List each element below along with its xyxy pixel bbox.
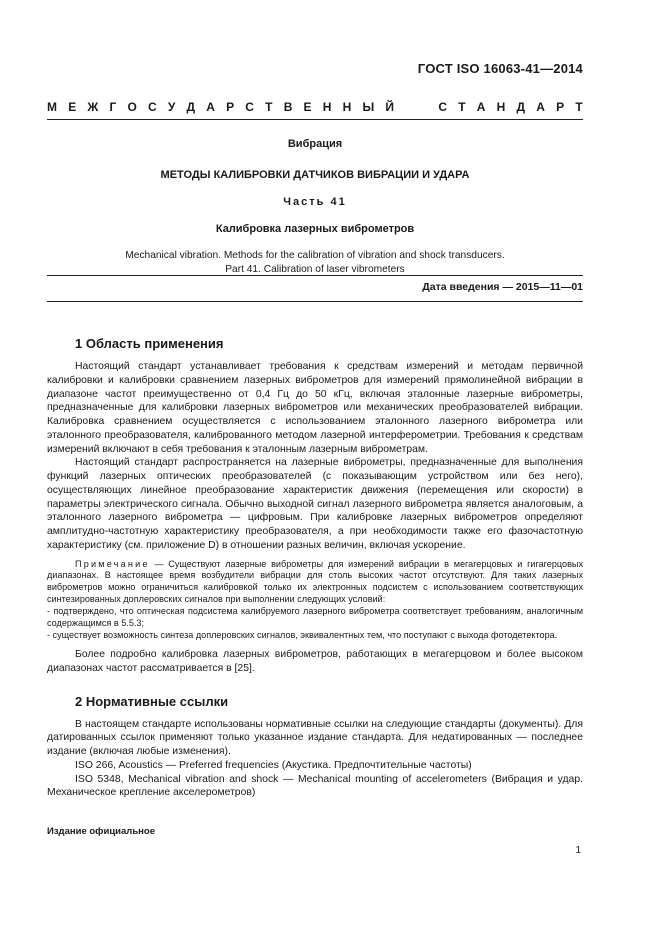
- subtitle: Калибровка лазерных виброметров: [215, 223, 415, 235]
- note-list-item: - подтверждено, что оптическая подсистема калибруемого лазерного виброметра соответствует требованиям, аналогичным содержащимся в 5.5.3;: [47, 606, 583, 629]
- normative-reference: ISO 5348, Mechanical vibration and shock — Mechanical mounting of accelerometers (Вибрация и удар. Механическое крепление акселерометров): [47, 773, 583, 799]
- interstate-standard-banner: [47, 100, 583, 114]
- banner-letter: О: [127, 100, 137, 114]
- banner-letter: В: [283, 100, 293, 114]
- introduction-date: Дата введения — 2015—11—01: [422, 281, 583, 293]
- banner-letter: Р: [226, 100, 235, 114]
- banner-divider: [47, 119, 583, 120]
- note-text: — Существуют лазерные виброметры для измерений вибрации в мегагерцовых и гигагерцовых диапазонах. В настоящее время возбудители вибрации для столь высоких частот отсутствуют. Для таких лазерных виброметров можно ограничиться калибровкой только их электронных подсистем с использованием соответствующих синтезированных доплеровских сигналов при выполнении следующих условий:: [47, 558, 583, 605]
- banner-letter: Д: [516, 100, 526, 114]
- banner-letter: Н: [496, 100, 506, 114]
- page-number: 1: [575, 845, 581, 856]
- note-list-item: - существует возможность синтеза доплеровских сигналов, эквивалентных тем, что поступают с выхода фотодетектора.: [47, 630, 558, 641]
- section-1-paragraph: Более подробно калибровка лазерных виброметров, работающих в мегагерцовом и более высоком диапазонах частот рассматривается в [25].: [47, 649, 583, 674]
- banner-letter: А: [476, 100, 486, 114]
- banner-letter: Д: [186, 100, 196, 114]
- banner-letter: Т: [575, 100, 583, 114]
- section-2-title: 2 Нормативные ссылки: [75, 693, 229, 709]
- document-body: [47, 336, 583, 800]
- english-title: [47, 249, 583, 277]
- section-2: [47, 694, 583, 801]
- banner-letter: Т: [265, 100, 273, 114]
- standard-number: ГОСТ ISO 16063-41—2014: [417, 61, 583, 76]
- banner-letter: Е: [68, 100, 77, 114]
- banner-letter: Т: [458, 100, 466, 114]
- subject-title: Вибрация: [287, 138, 343, 150]
- banner-letter: Е: [303, 100, 312, 114]
- title-block: [47, 138, 583, 277]
- english-title-line2: Part 41. Calibration of laser vibrometers: [225, 264, 405, 275]
- banner-letter: Ж: [87, 100, 99, 114]
- section-1-paragraph: Настоящий стандарт распространяется на лазерные виброметры, предназначенные для выполнения функций лазерных оптических преобразователей (с показывающим устройством или без него), осуществляющих линейное преобразование характеристик движения (перемещения или скорости) в параметры электрического сигнала. Обычно выходной сигнал лазерного виброметра является аналоговым, а эталонного лазерного виброметра — цифровым. При калибровке лазерных виброметров определяют амплитудно-частотную характеристику преобразователя, а при необходимости также его фазочастотную характеристику (см. приложение D) в отношении разных величин, включая ускорение.: [47, 457, 583, 551]
- banner-letter: Р: [556, 100, 565, 114]
- note-paragraph: [47, 559, 583, 607]
- banner-letter: Й: [385, 100, 395, 114]
- banner-letter: С: [245, 100, 254, 114]
- banner-letter: М: [47, 100, 57, 114]
- banner-letter: С: [438, 100, 448, 114]
- banner-letter: Г: [109, 100, 117, 114]
- banner-letter: Н: [342, 100, 352, 114]
- section-1-paragraph: Настоящий стандарт устанавливает требования к средствам измерений и методам первичной калибровки и калибровки сравнением лазерных виброметров для измерений прямолинейной вибрации в диапазоне частот преимущественно от 0,4 Гц до 50 кГц, включая эталонные лазерные виброметры, предназначенные для калибровки лазерных виброметров или механических преобразователей вибрации. Калибровка сравнением осуществляется с использованием эталонного лазерного виброметра или эталонного преобразователя, калиброванного методом лазерной интерферометрии. Требования к средствам измерений включают в себя требования к эталонным лазерным виброметрам.: [47, 361, 583, 455]
- section-1-title: 1 Область применения: [75, 336, 224, 351]
- note-label: Примечание: [75, 558, 150, 569]
- main-title: МЕТОДЫ КАЛИБРОВКИ ДАТЧИКОВ ВИБРАЦИИ И УДАРА: [160, 169, 470, 181]
- english-title-line1: Mechanical vibration. Methods for the calibration of vibration and shock transducers.: [125, 250, 505, 261]
- banner-letter: А: [206, 100, 215, 114]
- normative-reference: ISO 266, Acoustics — Preferred frequencies (Акустика. Предпочтительные частоты): [75, 759, 472, 771]
- note-block: [47, 559, 583, 643]
- banner-letter: У: [167, 100, 176, 114]
- banner-letter: С: [147, 100, 157, 114]
- section-2-paragraph: В настоящем стандарте использованы нормативные ссылки на следующие стандарты (документы). Для датированных ссылок применяют только указанное издание стандарта. Для недатированных — последнее издание (включая любые изменения).: [47, 718, 583, 758]
- official-edition-label: Издание официальное: [47, 826, 155, 837]
- date-divider: [47, 301, 583, 302]
- banner-letter: Н: [322, 100, 332, 114]
- part-title: Часть 41: [283, 196, 347, 208]
- banner-gap: [405, 100, 427, 114]
- title-divider: [47, 275, 583, 276]
- banner-letter: А: [536, 100, 545, 114]
- banner-letter: Ы: [362, 100, 375, 114]
